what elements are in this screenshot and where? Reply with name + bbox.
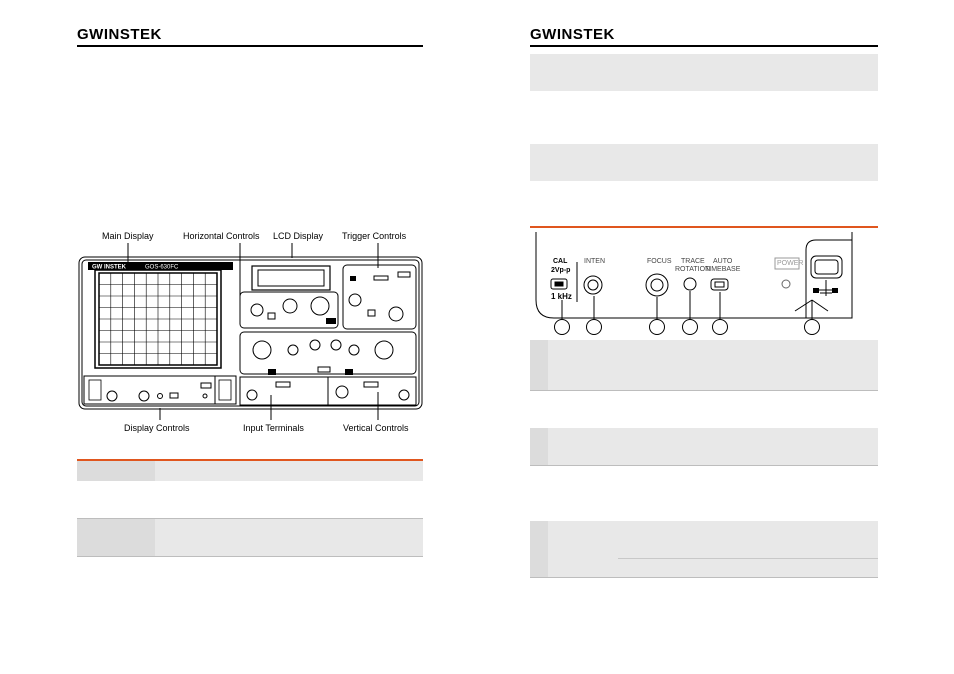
table-divider	[530, 577, 878, 578]
callout-main-display: Main Display	[102, 231, 154, 241]
panel-label-inten: INTEN	[584, 258, 605, 265]
callout-circle	[649, 319, 665, 335]
callout-vertical-controls: Vertical Controls	[343, 423, 409, 433]
table-divider	[618, 558, 878, 559]
panel-label-vpp: 2Vp-p	[551, 267, 571, 274]
callout-circle	[712, 319, 728, 335]
brand-logo-right: GWINSTEK	[530, 26, 615, 43]
panel-model-text: GOS-630FC	[145, 264, 179, 271]
table-cell-index	[530, 428, 548, 465]
table-divider	[530, 390, 878, 391]
table-row-shaded	[530, 340, 878, 390]
panel-label-timebase: TIMEBASE	[705, 266, 741, 273]
table-row-shaded	[530, 428, 878, 465]
panel-label-cal: CAL	[553, 258, 568, 265]
table-cell-index	[530, 521, 548, 577]
panel-brand-text: GW INSTEK	[92, 264, 126, 271]
panel-label-power: POWER	[777, 260, 804, 267]
table-row-shaded	[530, 521, 878, 577]
callout-input-terminals: Input Terminals	[243, 423, 304, 433]
callout-circle	[804, 319, 820, 335]
callout-lcd-display: LCD Display	[273, 231, 324, 241]
panel-label-auto: AUTO	[713, 258, 733, 265]
callout-circle	[554, 319, 570, 335]
callout-trigger-controls: Trigger Controls	[342, 231, 407, 241]
callout-horizontal-controls: Horizontal Controls	[183, 231, 260, 241]
callout-circle	[586, 319, 602, 335]
panel-label-rotation: ROTATION	[675, 266, 711, 273]
table-divider	[530, 465, 878, 466]
brand-logo-left: GWINSTEK	[77, 26, 162, 43]
panel-label-freq: 1 kHz	[551, 292, 572, 301]
panel-label-focus: FOCUS	[647, 258, 672, 265]
panel-label-trace: TRACE	[681, 258, 705, 265]
callout-display-controls: Display Controls	[124, 423, 190, 433]
callout-circle	[682, 319, 698, 335]
table-cell-index	[530, 340, 548, 390]
